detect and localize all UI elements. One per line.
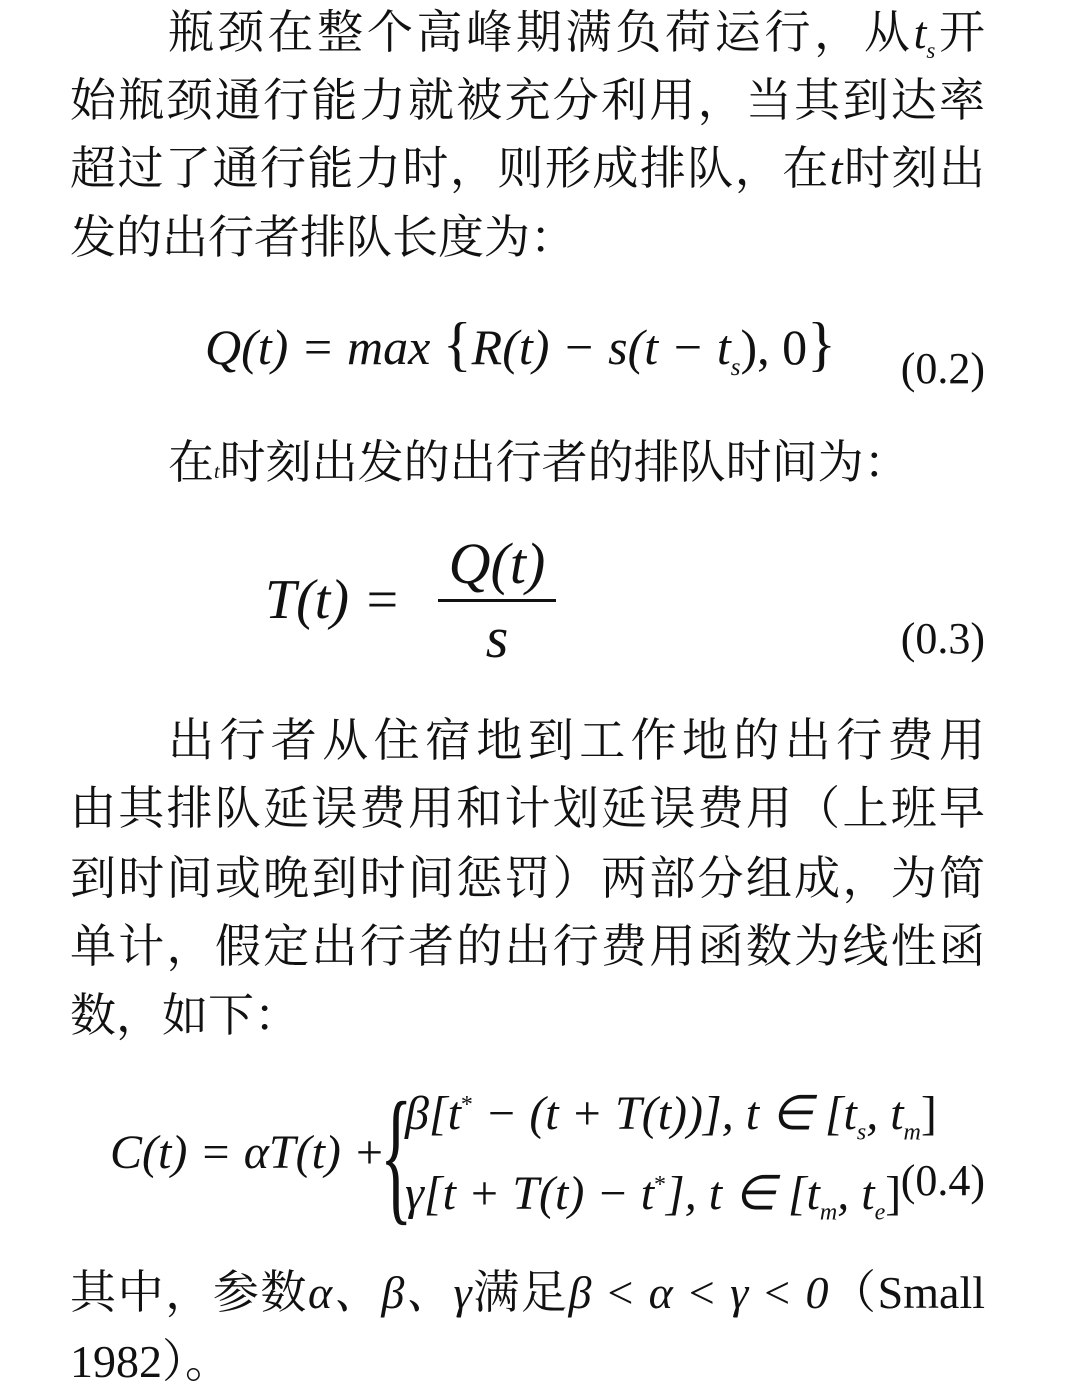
- equation-0-3-fraction: Q(t) s: [438, 530, 556, 671]
- text: 开: [935, 5, 986, 59]
- paragraph-2-line-1: 出行者从住宿地到工作地的出行费用: [168, 713, 985, 767]
- paragraph-3-line-1: 其中，参数α、β、γ满足β < α < γ < 0（Small: [70, 1265, 986, 1319]
- equation-0-3-lhs: T(t) =: [265, 569, 401, 631]
- math-var: $t_s$: [913, 7, 936, 64]
- text: 时刻出: [842, 141, 986, 195]
- equation-0-2: $Q(t) = \max \{R(t) - s(t - t_s)$, 0}: [205, 311, 836, 381]
- equation-0-4-lhs: C(t) = αT(t) +: [110, 1126, 386, 1179]
- text: 瓶颈在整个高峰期满负荷运行，从: [168, 5, 914, 59]
- equation-number-0-4: (0.4): [900, 1156, 985, 1205]
- mid-line: 在t时刻出发的出行者的排队时间为：: [168, 435, 910, 489]
- equation-number-0-2: (0.2): [900, 344, 985, 393]
- paragraph-2-line-2: 由其排队延误费用和计划延误费用（上班早: [70, 781, 985, 835]
- equation-0-4-brace: {: [380, 1072, 413, 1238]
- paragraph-2-line-5: 数，如下：: [70, 988, 300, 1042]
- paragraph-1-line-4: 发的出行者排队长度为：: [70, 210, 576, 264]
- paragraph-1-line-1: [168, 2, 985, 62]
- paragraph-3-line-2: 1982）。: [70, 1336, 231, 1387]
- paragraph-1-line-3: [70, 138, 985, 198]
- equation-0-4-case-2: γ[t + T(t) − t*], t ∈ [$t_m$, $t_e$]: [405, 1167, 902, 1226]
- equation-number-0-3: (0.3): [900, 614, 985, 663]
- paragraph-2-line-3: 到时间或晚到时间惩罚）两部分组成，为简: [70, 851, 985, 905]
- paragraph-2-line-4: 单计，假定出行者的出行费用函数为线性函: [70, 919, 985, 973]
- math-var: t: [829, 143, 843, 194]
- equation-0-4-case-1: β[t* − (t + T(t))], t ∈ [$t_s$, $t_m$]: [405, 1087, 937, 1146]
- text: 超过了通行能力时，则形成排队，在: [70, 141, 830, 195]
- paragraph-1-line-2: 始瓶颈通行能力就被充分利用，当其到达率: [70, 73, 985, 127]
